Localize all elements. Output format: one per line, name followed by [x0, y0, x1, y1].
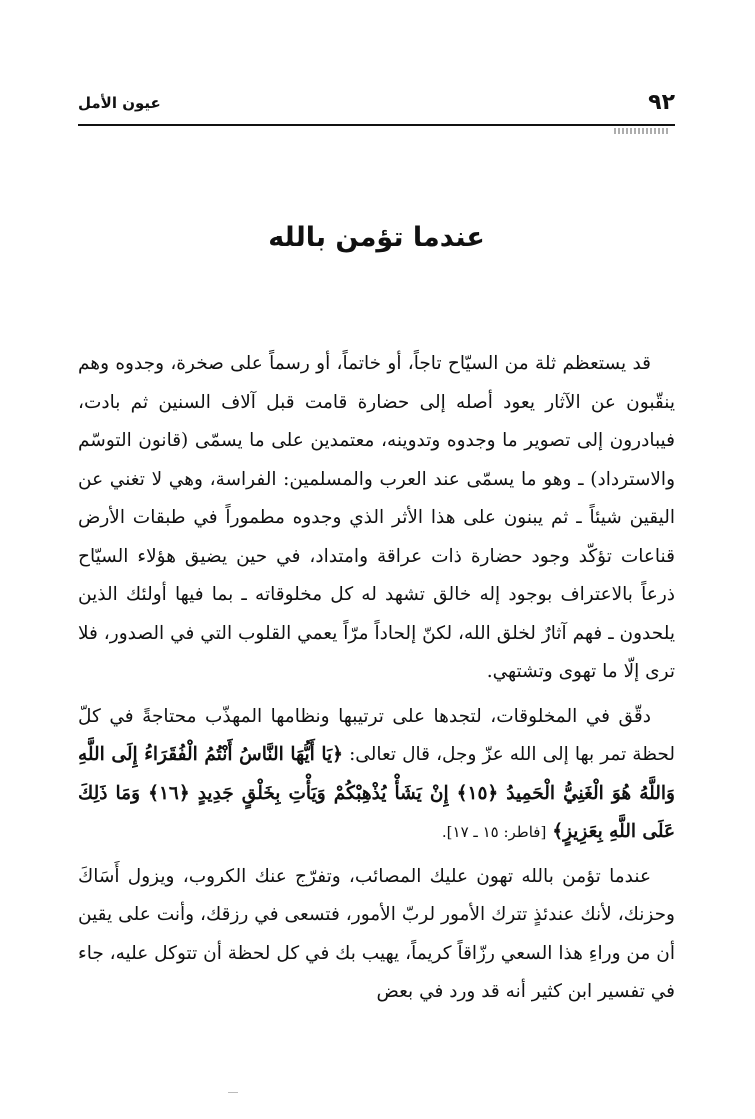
header-ornament	[614, 128, 668, 134]
verse-reference: [فاطر: ١٥ ـ ١٧].	[441, 823, 547, 841]
paragraph-2-intro: دقّق في المخلوقات، لتجدها على ترتيبها ونظامها المهذّب محتاجةً في كلّ لحظة تمر بها إلى الله عزّ وجل، قال تعالى:	[78, 705, 675, 765]
footer-mark	[228, 1092, 238, 1093]
body-text	[78, 345, 675, 1018]
paragraph-3: عندما تؤمن بالله تهون عليك المصائب، وتفرّج عنك الكروب، ويزول أَسَاكَ وحزنك، لأنك عندئذٍ تترك الأمور لربّ الأمور، فتسعى في رزقك، وأنت على يقين أن من وراءِ هذا السعي رزّاقاً كريماً، يهيب بك في كل لحظة أن تتوكل عليه، جاء في تفسير ابن كثير أنه قد ورد في بعض	[78, 865, 675, 1002]
paragraph-1: قد يستعظم ثلة من السيّاح تاجاً، أو خاتماً، أو رسماً على صخرة، وجدوه وهم ينقّبون عن الآثار يعود أصله إلى حضارة قامت قبل آلاف السنين ثم بادت، فيبادرون إلى تصوير ما وجدوه وتدوينه، معتمدين على ما يسمّى (قانون التوسّم والاسترداد) ـ وهو ما يسمّى عند العرب والمسلمين: الفراسة، وهي لا تغني عن اليقين شيئاً ـ ثم يبنون على هذا الأثر الذي وجدوه مطموراً في طبقات الأرض قناعات تؤكّد وجود حضارة ذات عراقة وامتداد، في حين يضيق هؤلاء السيّاح ذرعاً بالاعتراف بوجود إله خالق تشهد له كل مخلوقاته ـ بما فيها أولئك الذين يلحدون ـ فهم آثارٌ لخلق الله، لكنّ إلحاداً مرّاً يعمي القلوب التي في الصدور، فلا ترى إلّا ما تهوى وتشتهي.	[78, 353, 675, 682]
paragraph-2	[78, 698, 675, 852]
quran-verse: ﴿يَا أَيُّهَا النَّاسُ أَنْتُمُ الْفُقَرَاءُ إِلَى اللَّهِ وَاللَّهُ هُوَ الْغَنِيُّ الْحَمِيدُ ﴿١٥﴾ إِنْ يَشَأْ يُذْهِبْكُمْ وَيَأْتِ بِخَلْقٍ جَدِيدٍ ﴿١٦﴾ وَمَا ذَلِكَ عَلَى اللَّهِ بِعَزِيزٍ﴾	[78, 744, 675, 842]
page-header	[78, 88, 675, 122]
page-number: ٩٢	[648, 90, 675, 115]
running-title: عيون الأمل	[78, 94, 161, 112]
chapter-title: عندما تؤمن بالله	[268, 222, 485, 253]
header-rule	[78, 124, 675, 126]
